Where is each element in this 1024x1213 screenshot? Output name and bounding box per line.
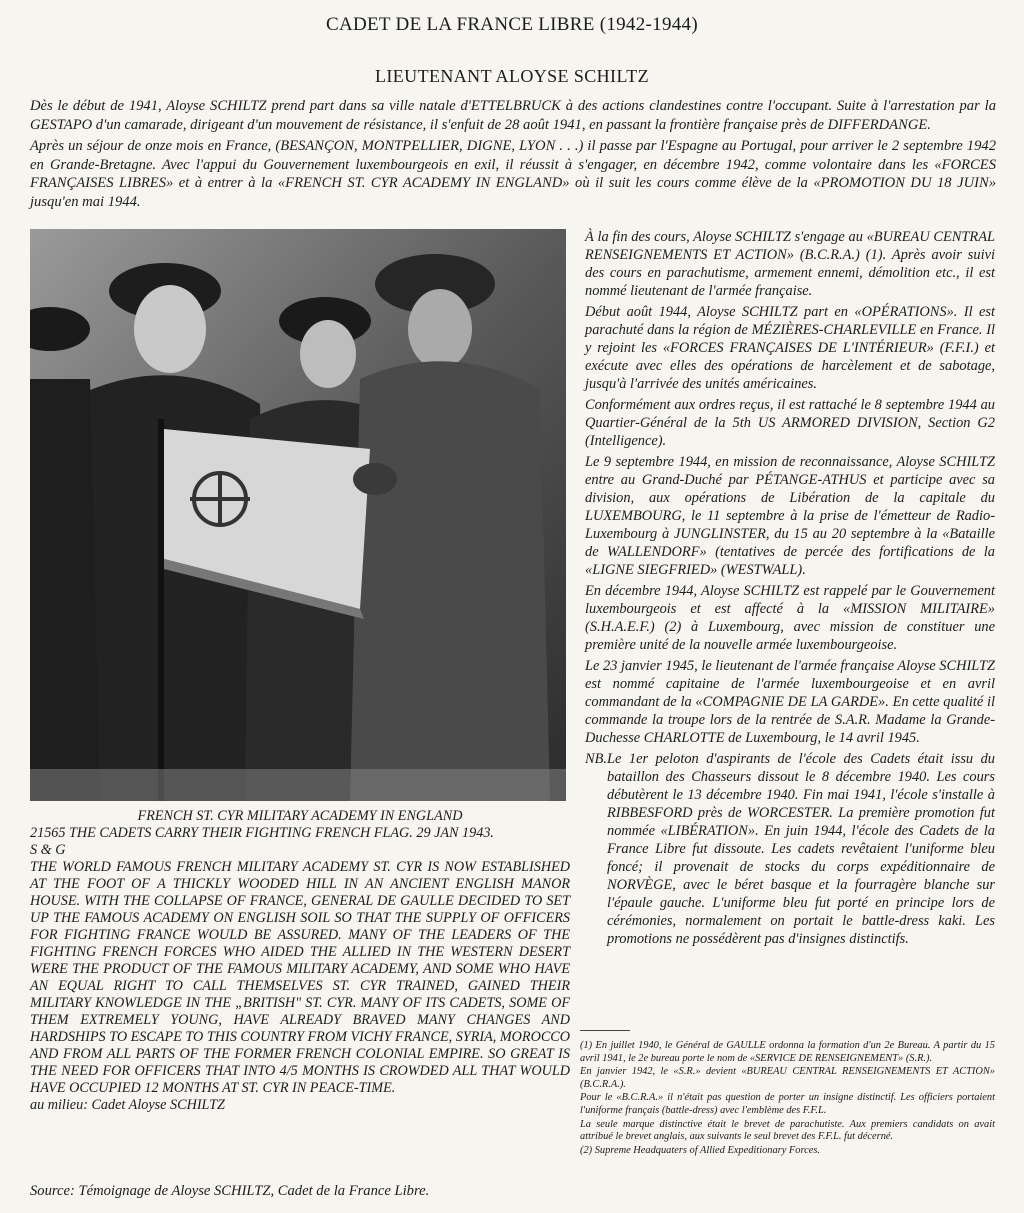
photo-caption	[30, 808, 570, 1114]
biography-paragraph: À la fin des cours, Aloyse SCHILTZ s'engage au «BUREAU CENTRAL RENSEIGNEMENTS ET ACTION» (B.C.R.A.) (1). Après avoir suivi des cours en parachutisme, armement ennemi, démolition etc., il est nommé lieutenant de l'armée française.	[585, 229, 995, 299]
intro-paragraph: Après un séjour de onze mois en France, (BESANÇON, MONTPELLIER, DIGNE, LYON . . .) il passe par l'Espagne au Portugal, pour arriver le 2 septembre 1942 en Grande-Bretagne. Avec l'appui du Gouvernement luxembourgeois en exil, il réussit à s'engager, en décembre 1942, comme volontaire dans les «FORCES FRANÇAISES LIBRES» et à entrer à la «FRENCH ST. CYR ACADEMY IN ENGLAND» où il suit les cours comme élève de la «PROMOTION DU 18 JUIN» jusqu'en mai 1944.	[30, 138, 996, 210]
nota-bene	[585, 750, 995, 948]
footnotes	[580, 1040, 995, 1158]
biography-paragraph: Début août 1944, Aloyse SCHILTZ part en «OPÉRATIONS». Il est parachuté dans la région de MÉZIÈRES-CHARLEVILLE en France. Il y rejoint les «FORCES FRANÇAISES DE L'INTÉRIEUR» (F.F.I.) et exécute avec elles des opérations de harcèlement et de sabotage, jusqu'à l'arrivée des unités américaines.	[585, 304, 995, 392]
caption-reference: 21565 THE CADETS CARRY THEIR FIGHTING FRENCH FLAG. 29 JAN 1943.	[30, 825, 494, 841]
footnote: Pour le «B.C.R.A.» il n'était pas question de porter un insigne distinctif. Les officiers portaient l'uniforme français (battle-dress) avec l'emblème des F.F.L.	[580, 1092, 995, 1116]
footnote: (2) Supreme Headquaters of Allied Expeditionary Forces.	[580, 1144, 820, 1156]
section-title: LIEUTENANT ALOYSE SCHILTZ	[375, 66, 649, 86]
source-note: Source: Témoignage de Aloyse SCHILTZ, Cadet de la France Libre.	[30, 1183, 430, 1199]
biography-paragraph: Conformément aux ordres reçus, il est rattaché le 8 septembre 1944 au Quartier-Général de la 5th US ARMORED DIVISION, Section G2 (Intelligence).	[585, 397, 995, 449]
caption-title: FRENCH ST. CYR MILITARY ACADEMY IN ENGLAND	[137, 808, 463, 824]
footnote: (1) En juillet 1940, le Général de GAULLE ordonna la formation d'un 2e Bureau. A partir du 15 avril 1941, le 2e bureau porte le nom de «SERVICE DE RENSEIGNEMENT» (S.R.).	[580, 1040, 995, 1064]
biography-paragraph: Le 23 janvier 1945, le lieutenant de l'armée française Aloyse SCHILTZ est nommé capitaine de l'armée luxembourgeoise et en avril commandant de la «COMPAGNIE DE LA GARDE». En cette qualité il commande la troupe lors de la rentrée de S.A.R. Madame la Grande-Duchesse CHARLOTTE de Luxembourg, le 14 avril 1945.	[585, 658, 995, 746]
footnote: En janvier 1942, le «S.R.» devient «BUREAU CENTRAL RENSEIGNEMENTS ET ACTION» (B.C.R.A.).	[580, 1066, 995, 1090]
intro-text	[30, 97, 996, 214]
footnote-divider	[580, 1030, 630, 1031]
cadets-flag-photo	[30, 229, 566, 801]
caption-agency: S & G	[30, 842, 66, 858]
biography-column	[585, 228, 995, 948]
biography-paragraph: En décembre 1944, Aloyse SCHILTZ est rappelé par le Gouvernement luxembourgeois et est affecté à la «MISSION MILITAIRE» (S.H.A.E.F.) (2) à Luxembourg, avec mission de constituer une première unité de la nouvelle armée luxembourgeoise.	[585, 583, 995, 653]
caption-body: THE WORLD FAMOUS FRENCH MILITARY ACADEMY ST. CYR IS NOW ESTABLISHED AT THE FOOT OF A THICKLY WOODED HILL IN AN ANCIENT ENGLISH MANOR HOUSE. WITH THE COLLAPSE OF FRANCE, GENERAL DE GAULLE DECIDED TO SET UP THE FAMOUS ACADEMY ON ENGLISH SOIL SO THAT THE SUPPLY OF OFFICERS FOR FIGHTING FRANCE WOULD BE ASSURED. MANY OF THE LEADERS OF THE FIGHTING FRENCH FORCES WHO AIDED THE ALLIED IN THE WESTERN DESERT WERE THE PRODUCT OF THE FAMOUS MILITARY ACADEMY, AND SOME WHO HAVE AN EQUAL RIGHT TO CALL THEMSELVES ST. CYR TRAINED, GAINED THEIR MILITARY KNOWLEDGE IN THE „BRITISH" ST. CYR. MANY OF ITS CADETS, SOME OF THEM EXTREMELY YOUNG, HAVE ALREADY BRAVED MANY CHANGES AND HARDSHIPS TO ESCAPE TO THIS COUNTRY FROM VICHY FRANCE, SYRIA, MOROCCO AND FROM ALL PARTS OF THE FORMER FRENCH COLONIAL EMPIRE. SO GREAT IS THE NEED FOR OFFICERS THAT INTO 4/5 MONTHS IS CROWDED ALL THAT WOULD HAVE OCCUPIED 12 MONTHS AT ST. CYR IN PEACE-TIME.	[30, 859, 570, 1096]
intro-paragraph: Dès le début de 1941, Aloyse SCHILTZ prend part dans sa ville natale d'ETTELBRUCK à des actions clandestines contre l'occupant. Suite à l'arrestation par la GESTAPO d'un camarade, dirigeant d'un mouvement de résistance, il s'enfuit de 28 août 1941, en passant la frontière française près de DIFFERDANGE.	[30, 98, 996, 133]
page-title: CADET DE LA FRANCE LIBRE (1942-1944)	[326, 14, 698, 35]
biography-paragraph: Le 9 septembre 1944, en mission de reconnaissance, Aloyse SCHILTZ entre au Grand-Duché par PÉTANGE-ATHUS et participe avec sa division, aux opérations de Libération de la capitale du LUXEMBOURG, le 11 septembre à la prise de l'émetteur de Radio-Luxembourg à JUNGLINSTER, du 15 au 20 septembre à la «Bataille de WALLENDORF» (tentatives de percée des fortifications de la «LIGNE SIEGFRIED» (WESTWALL).	[585, 454, 995, 578]
nota-bene-label: NB.	[585, 751, 607, 767]
footnote: La seule marque distinctive était le brevet de parachutiste. Aux premiers candidats on avait attribué le brevet anglais, aux suivants le seul brevet des F.F.L. fut décerné.	[580, 1118, 995, 1143]
caption-middle-note: au milieu: Cadet Aloyse SCHILTZ	[30, 1097, 225, 1113]
nota-bene-text: Le 1er peloton d'aspirants de l'école des Cadets était issu du bataillon des Chasseurs dissout le 8 décembre 1940. Les cours débutèrent le 13 décembre 1940. Fin mai 1941, l'école s'installe à RIBBESFORD près de WORCESTER. La première promotion fut nommée «LIBÉRATION». En juin 1944, l'école des Cadets de la France Libre fut dissoute. Les cadets revêtaient l'uniforme bleu foncé; il provenait de stocks du corps expéditionnaire de NORVÈGE, avec le béret basque et la fourragère blanche sur l'épaule gauche. L'uniforme bleu fut porté en principe lors de cérémonies, normalement on portait le battle-dress kaki. Les promotions ne possédèrent pas d'insignes distinctifs.	[607, 751, 995, 947]
